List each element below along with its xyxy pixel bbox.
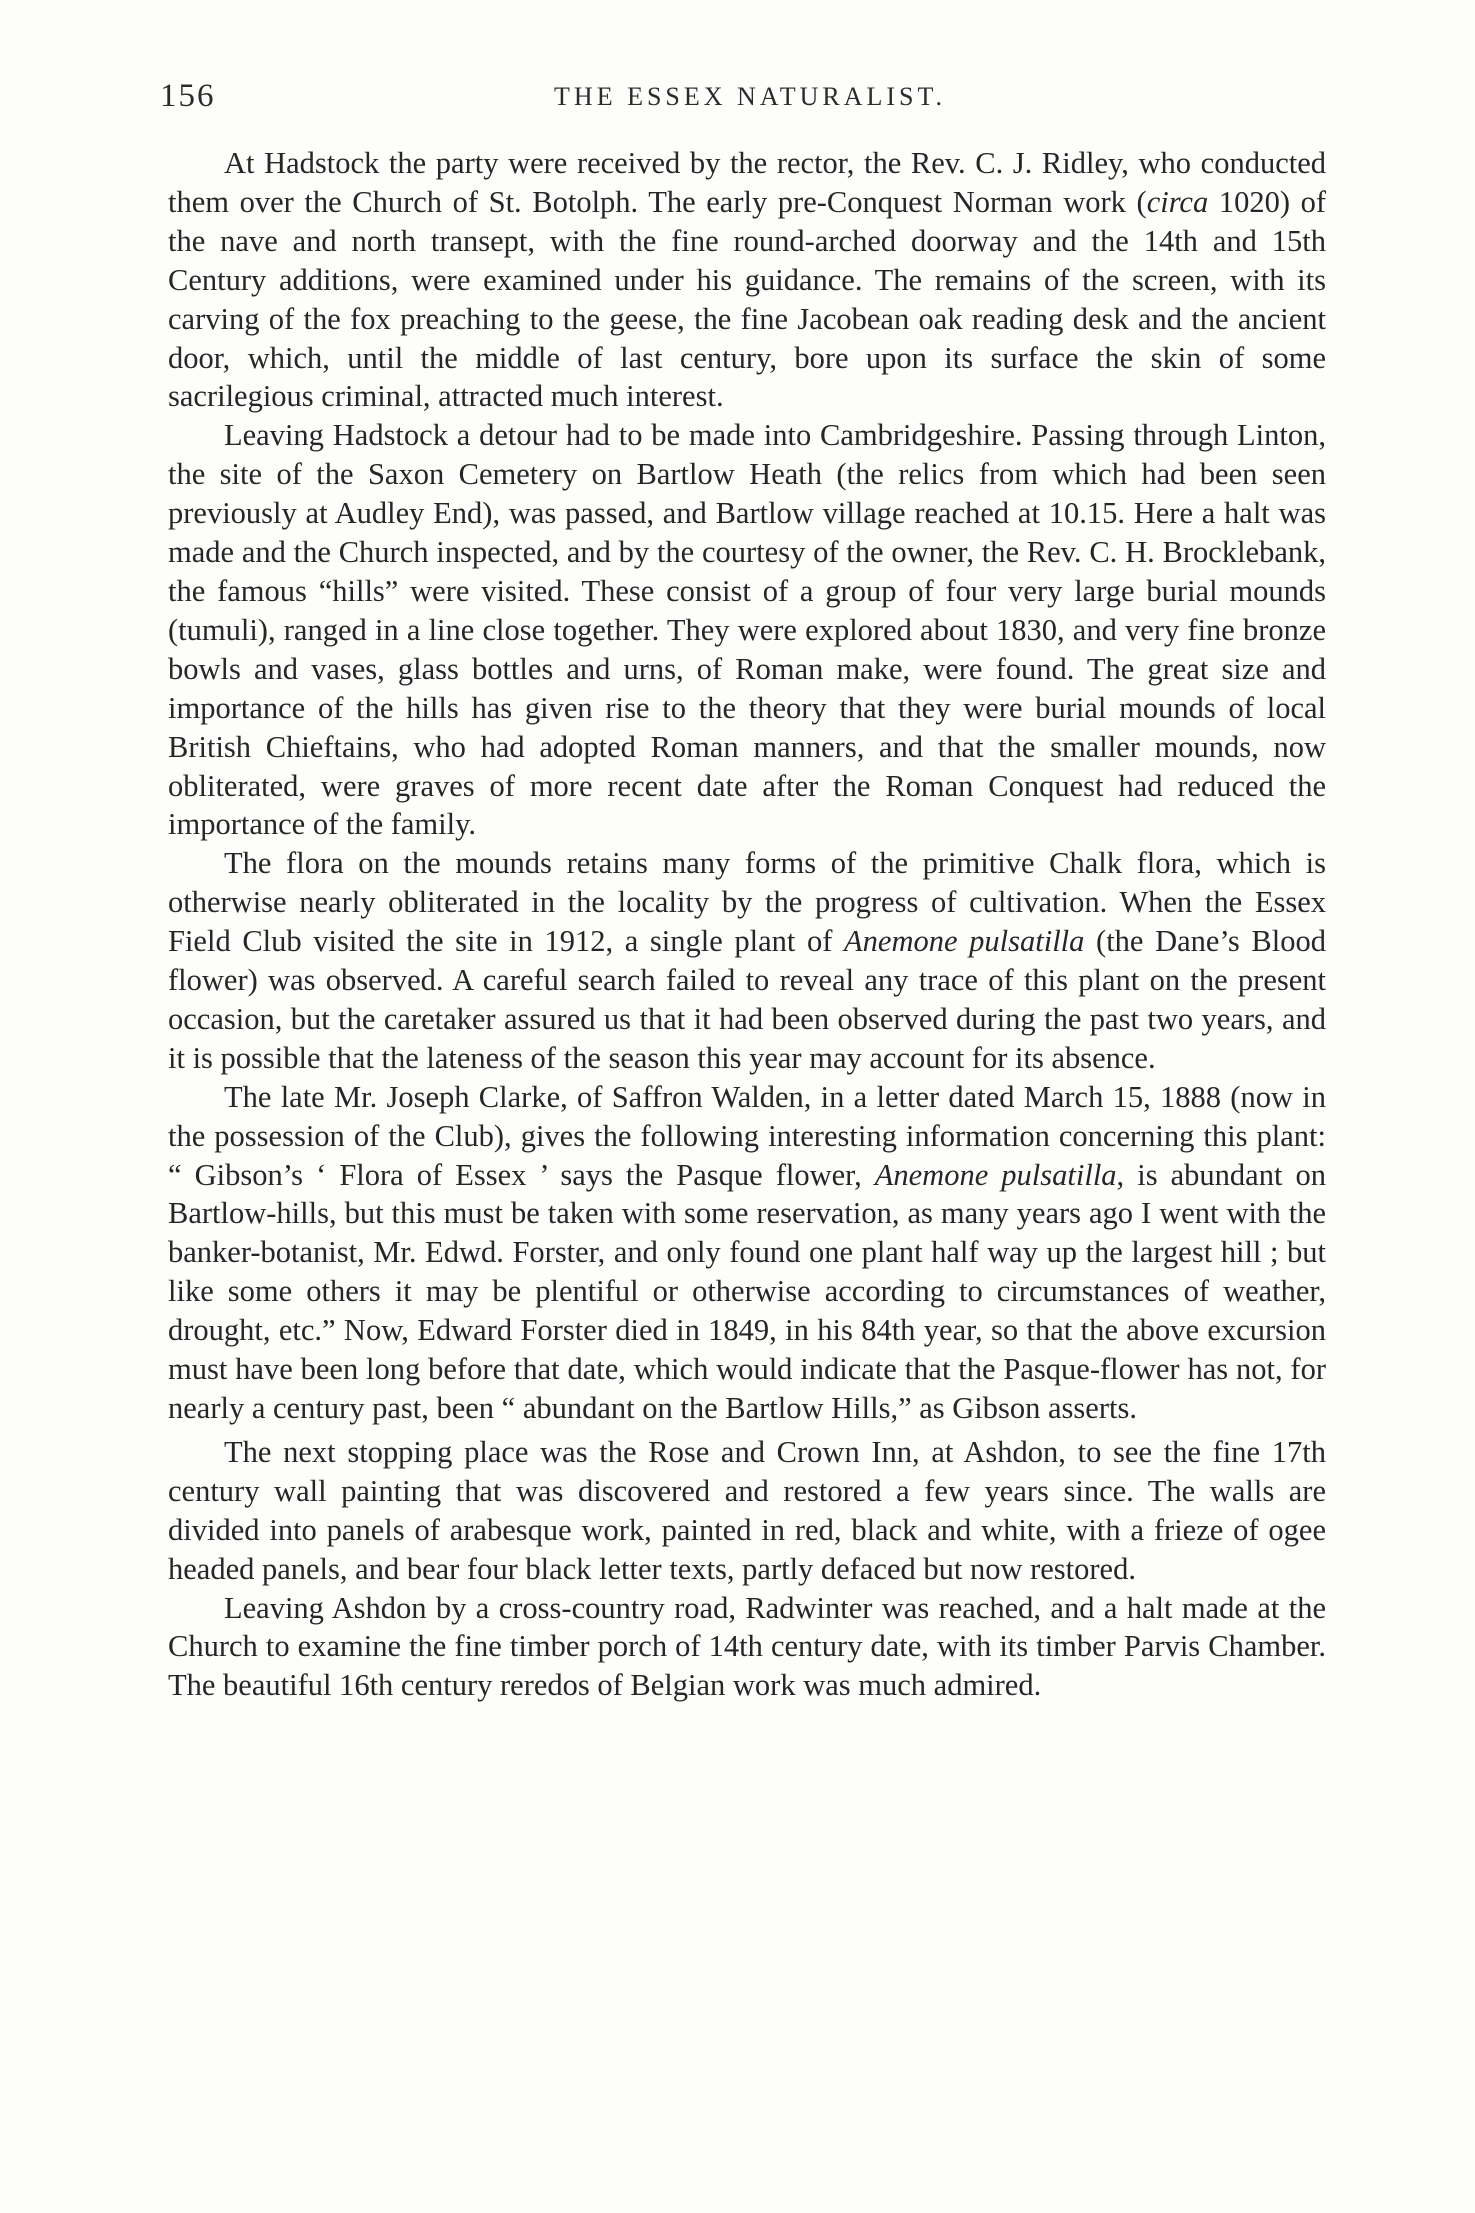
page-number: 156 (160, 78, 216, 114)
paragraph-clarke-letter: The late Mr. Joseph Clarke, of Saffron Walden, in a letter dated March 15, 1888 (now in the possession of the Club), gives the following interesting information concerning this plant: “ Gibson’s ‘ Flora of Essex ’ says the Pasque flower, Anemone pulsatilla, is abundant on Bartlow-hills, but this must be taken with some reservation, as many years ago I went with the banker-botanist, Mr. Edwd. Forster, and only found one plant half way up the largest hill ; but like some others it may be plentiful or otherwise according to circumstances of weather, drought, etc.” Now, Edward Forster died in 1849, in his 84th year, so that the above excursion must have been long before that date, which would indicate that the Pasque-flower has not, for nearly a century past, been “ abundant on the Bartlow Hills,” as Gibson asserts. (168, 1079, 1326, 1425)
running-title: THE ESSEX NATURALIST. (554, 82, 946, 111)
page-header (160, 78, 1340, 118)
italic-species-name: Anemone pulsatilla (874, 1157, 1117, 1192)
paragraph-bartlow-hills: Leaving Hadstock a detour had to be made into Cambridgeshire. Passing through Linton, the site of the Saxon Cemetery on Bartlow Heath (the relics from which had been seen previously at Audley End), was passed, and Bartlow village reached at 10.15. Here a halt was made and the Church inspected, and by the courtesy of the owner, the Rev. C. H. Brocklebank, the famous “hills” were visited. These consist of a group of four very large burial mounds (tumuli), ranged in a line close together. They were explored about 1830, and very fine bronze bowls and vases, glass bottles and urns, of Roman make, were found. The great size and importance of the hills has given rise to the theory that they were burial mounds of local British Chieftains, who had adopted Roman manners, and that the smaller mounds, now obliterated, were graves of more recent date after the Roman Conquest had reduced the importance of the family. (168, 418, 1326, 842)
paragraph-hadstock: At Hadstock the party were received by the rector, the Rev. C. J. Ridley, who conducted them over the Church of St. Botolph. The early pre-Conquest Norman work (circa 1020) of the nave and north transept, with the fine round-arched doorway and the 14th and 15th Century additions, were examined under his guidance. The remains of the screen, with its carving of the fox preaching to the geese, the fine Jacobean oak reading desk and the ancient door, which, until the middle of last century, bore upon its surface the skin of some sacrilegious criminal, attracted much interest. (168, 146, 1326, 414)
italic-term: circa (1146, 184, 1209, 219)
paragraph-radwinter: Leaving Ashdon by a cross-country road, Radwinter was reached, and a halt made at the Church to examine the fine timber porch of 14th century date, with its timber Parvis Chamber. The beautiful 16th century reredos of Belgian work was much admired. (168, 1590, 1326, 1703)
article-body (168, 144, 1326, 1705)
italic-species-name: Anemone pulsatilla (844, 924, 1085, 959)
paragraph-ashdon: The next stopping place was the Rose and Crown Inn, at Ashdon, to see the fine 17th century wall painting that was discovered and restored a few years since. The walls are divided into panels of arabesque work, painted in red, black and white, with a frieze of ogee headed panels, and bear four black letter texts, partly defaced but now restored. (168, 1434, 1326, 1586)
paragraph-flora: The flora on the mounds retains many forms of the primitive Chalk flora, which is otherwise nearly obliterated in the locality by the progress of cultivation. When the Essex Field Club visited the site in 1912, a single plant of Anemone pulsatilla (the Dane’s Blood flower) was observed. A careful search failed to reveal any trace of this plant on the present occasion, but the caretaker assured us that it had been observed during the past two years, and it is possible that the lateness of the season this year may account for its absence. (168, 846, 1326, 1075)
